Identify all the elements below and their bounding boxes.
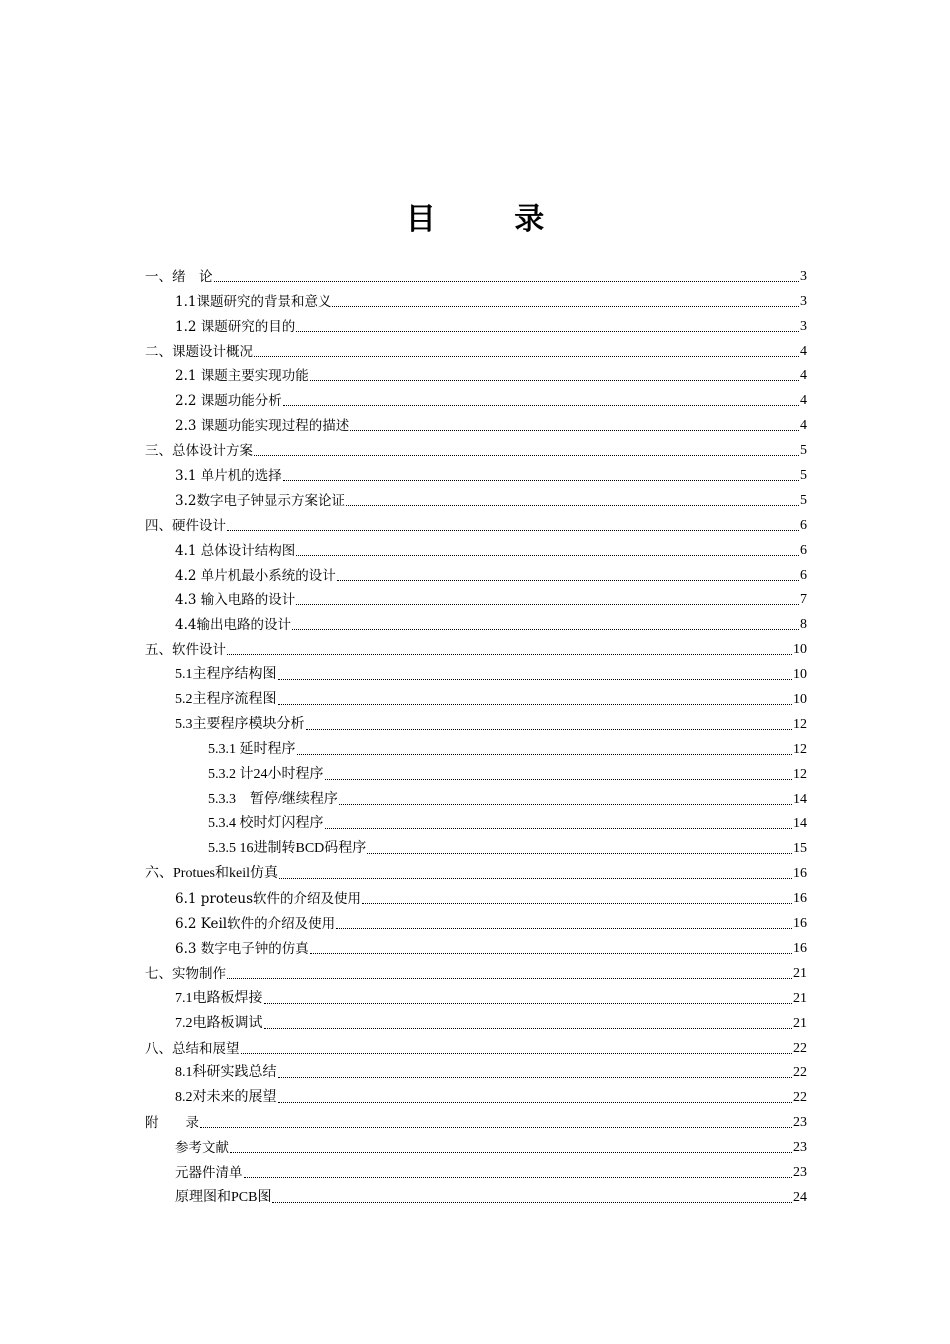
toc-page-number: 4 [800, 393, 807, 409]
toc-dot-leader [272, 1201, 792, 1203]
toc-dot-leader [227, 529, 799, 531]
toc-entry-title: 1.2 课题研究的目的 [175, 318, 296, 335]
toc-page-number: 15 [793, 841, 807, 857]
toc-entry[interactable] [145, 709, 807, 734]
toc-dot-leader [227, 977, 792, 979]
toc-dot-leader [230, 1151, 792, 1153]
toc-entry-title: 3.1 单片机的选择 [175, 468, 282, 485]
toc-dot-leader [278, 678, 793, 680]
toc-page-number: 14 [793, 791, 807, 807]
toc-entry[interactable] [145, 410, 807, 435]
toc-entry[interactable] [145, 609, 807, 634]
toc-dot-leader [279, 877, 792, 879]
toc-page-number: 3 [800, 293, 807, 309]
toc-entry-title: 5.3.1 延时程序 [208, 741, 296, 757]
toc-entry-title: 5.1主程序结构图 [175, 667, 277, 683]
toc-entry-title: 5.2主程序流程图 [175, 692, 277, 708]
toc-entry-title: 2.3 课题功能实现过程的描述 [175, 418, 350, 435]
toc-page-number: 24 [793, 1189, 807, 1205]
toc-entry-title: 4.2 单片机最小系统的设计 [175, 567, 336, 584]
toc-dot-leader [297, 753, 793, 755]
toc-dot-leader [310, 952, 792, 954]
toc-entry-title: 八、总结和展望 [145, 1040, 240, 1057]
toc-dot-leader [325, 778, 793, 780]
toc-entry[interactable] [145, 908, 807, 933]
toc-entry-title: 七、实物制作 [145, 965, 226, 982]
toc-entry[interactable] [145, 460, 807, 485]
toc-dot-leader [278, 1101, 793, 1103]
toc-entry-title: 5.3主要程序模块分析 [175, 716, 305, 732]
toc-dot-leader [346, 504, 799, 506]
toc-entry[interactable] [145, 1033, 807, 1058]
toc-dot-leader [332, 305, 799, 307]
toc-dot-leader [278, 1076, 793, 1078]
toc-entry[interactable] [145, 1157, 807, 1182]
toc-entry-title: 5.3.2 计24小时程序 [208, 766, 324, 782]
toc-dot-leader [241, 1052, 793, 1054]
toc-dot-leader [292, 628, 799, 630]
toc-entry-title: 一、绪 论 [145, 268, 213, 285]
toc-entry[interactable] [145, 510, 807, 535]
toc-page-number: 23 [793, 1115, 807, 1131]
toc-entry-title: 2.1 课题主要实现功能 [175, 368, 309, 385]
toc-entry-title: 6.2 Keil软件的介绍及使用 [175, 916, 336, 933]
toc-entry-title: 原理图和PCB图 [175, 1189, 272, 1205]
page-title: 目 录 [405, 202, 579, 237]
toc-dot-leader [296, 554, 799, 556]
toc-entry[interactable] [145, 784, 807, 809]
toc-page-number: 4 [800, 343, 807, 359]
toc-entry[interactable] [145, 1058, 807, 1083]
toc-entry[interactable] [145, 933, 807, 958]
toc-page-number: 12 [793, 741, 807, 757]
toc-entry-title: 6.1 proteus软件的介绍及使用 [175, 891, 362, 908]
toc-entry-title: 6.3 数字电子钟的仿真 [175, 940, 309, 957]
toc-dot-leader [337, 579, 799, 581]
toc-entry[interactable] [145, 485, 807, 510]
toc-entry[interactable] [145, 286, 807, 311]
toc-entry-title: 二、课题设计概况 [145, 343, 253, 360]
toc-dot-leader [283, 479, 799, 481]
toc-entry[interactable] [145, 585, 807, 610]
toc-dot-leader [325, 827, 793, 829]
toc-dot-leader [367, 852, 792, 854]
toc-page-number: 6 [800, 542, 807, 558]
toc-page-number: 8 [800, 617, 807, 633]
toc-page-number: 5 [800, 492, 807, 508]
toc-dot-leader [350, 429, 799, 431]
toc-entry[interactable] [145, 983, 807, 1008]
toc-entry[interactable] [145, 361, 807, 386]
toc-page-number: 6 [800, 517, 807, 533]
toc-dot-leader [339, 803, 792, 805]
toc-entry-title: 4.4输出电路的设计 [175, 617, 291, 634]
toc-entry[interactable] [145, 883, 807, 908]
toc-entry-title: 5.3.3 暂停/继续程序 [208, 791, 338, 807]
toc-entry[interactable] [145, 1182, 807, 1207]
toc-entry[interactable] [145, 535, 807, 560]
toc-entry[interactable] [145, 1132, 807, 1157]
toc-page-number: 5 [800, 468, 807, 484]
toc-page-number: 22 [793, 1090, 807, 1106]
toc-entry[interactable] [145, 833, 807, 858]
toc-entry-title: 五、软件设计 [145, 642, 226, 659]
toc-entry-title: 5.3.4 校时灯闪程序 [208, 816, 324, 832]
toc-page-number: 12 [793, 716, 807, 732]
toc-entry[interactable] [145, 684, 807, 709]
toc-entry[interactable] [145, 958, 807, 983]
toc-dot-leader [306, 728, 793, 730]
toc-page-number: 23 [793, 1140, 807, 1156]
toc-page-number: 22 [793, 1065, 807, 1081]
toc-dot-leader [278, 703, 793, 705]
toc-entry-title: 8.1科研实践总结 [175, 1065, 277, 1081]
toc-dot-leader [264, 1002, 793, 1004]
toc-entry[interactable] [145, 435, 807, 460]
toc-page-number: 3 [800, 268, 807, 284]
toc-entry-title: 7.2电路板调试 [175, 1015, 263, 1031]
toc-dot-leader [214, 280, 800, 282]
toc-page-number: 14 [793, 816, 807, 832]
toc-entry-title: 3.2数字电子钟显示方案论证 [175, 492, 345, 509]
toc-page-number: 10 [793, 692, 807, 708]
toc-entry[interactable] [145, 385, 807, 410]
toc-entry-title: 附 录 [145, 1115, 199, 1132]
toc-entry-title: 元器件清单 [175, 1164, 243, 1181]
toc-dot-leader [336, 927, 792, 929]
toc-entry[interactable] [145, 634, 807, 659]
toc-entry[interactable] [145, 336, 807, 361]
toc-page-number: 16 [793, 916, 807, 932]
toc-entry[interactable] [145, 759, 807, 784]
toc-entry-title: 5.3.5 16进制转BCD码程序 [208, 841, 367, 857]
toc-entry[interactable] [145, 1082, 807, 1107]
toc-dot-leader [254, 454, 799, 456]
toc-entry-title: 8.2对未来的展望 [175, 1090, 277, 1106]
toc-page-number: 21 [793, 990, 807, 1006]
toc-dot-leader [200, 1126, 792, 1128]
toc-dot-leader [362, 902, 792, 904]
toc-entry[interactable] [145, 858, 807, 883]
toc-entry-title: 2.2 课题功能分析 [175, 393, 282, 410]
toc-entry[interactable] [145, 261, 807, 286]
toc-page-number: 4 [800, 418, 807, 434]
toc-dot-leader [296, 330, 799, 332]
toc-page-number: 10 [793, 667, 807, 683]
toc-dot-leader [264, 1027, 793, 1029]
toc-entry[interactable] [145, 311, 807, 336]
toc-dot-leader [254, 355, 799, 357]
toc-entry[interactable] [145, 560, 807, 585]
toc-page-number: 5 [800, 443, 807, 459]
toc-page-number: 16 [793, 891, 807, 907]
toc-dot-leader [244, 1176, 793, 1178]
toc-dot-leader [296, 603, 799, 605]
toc-entry[interactable] [145, 734, 807, 759]
toc-entry[interactable] [145, 1107, 807, 1132]
toc-page-number: 21 [793, 965, 807, 981]
toc-entry[interactable] [145, 659, 807, 684]
toc-page-number: 10 [793, 642, 807, 658]
toc-page-number: 16 [793, 940, 807, 956]
toc-entry-title: 三、总体设计方案 [145, 443, 253, 460]
toc-entry[interactable] [145, 1008, 807, 1033]
toc-entry-title: 7.1电路板焊接 [175, 990, 263, 1006]
toc-dot-leader [283, 404, 799, 406]
toc-page-number: 3 [800, 318, 807, 334]
toc-entry-title: 1.1课题研究的背景和意义 [175, 293, 332, 310]
toc-page-number: 4 [800, 368, 807, 384]
toc-page-number: 6 [800, 567, 807, 583]
toc-dot-leader [227, 653, 792, 655]
table-of-contents [145, 261, 807, 1207]
toc-dot-leader [310, 379, 799, 381]
toc-page-number: 21 [793, 1015, 807, 1031]
toc-page-number: 22 [793, 1040, 807, 1056]
toc-entry-title: 六、Protues和keil仿真 [145, 866, 278, 882]
toc-entry[interactable] [145, 809, 807, 834]
toc-page-number: 7 [800, 592, 807, 608]
toc-entry-title: 4.1 总体设计结构图 [175, 542, 296, 559]
toc-entry-title: 4.3 输入电路的设计 [175, 592, 296, 609]
toc-entry-title: 四、硬件设计 [145, 517, 226, 534]
toc-page-number: 16 [793, 866, 807, 882]
toc-page-number: 12 [793, 766, 807, 782]
toc-entry-title: 参考文献 [175, 1140, 229, 1157]
toc-page-number: 23 [793, 1164, 807, 1180]
